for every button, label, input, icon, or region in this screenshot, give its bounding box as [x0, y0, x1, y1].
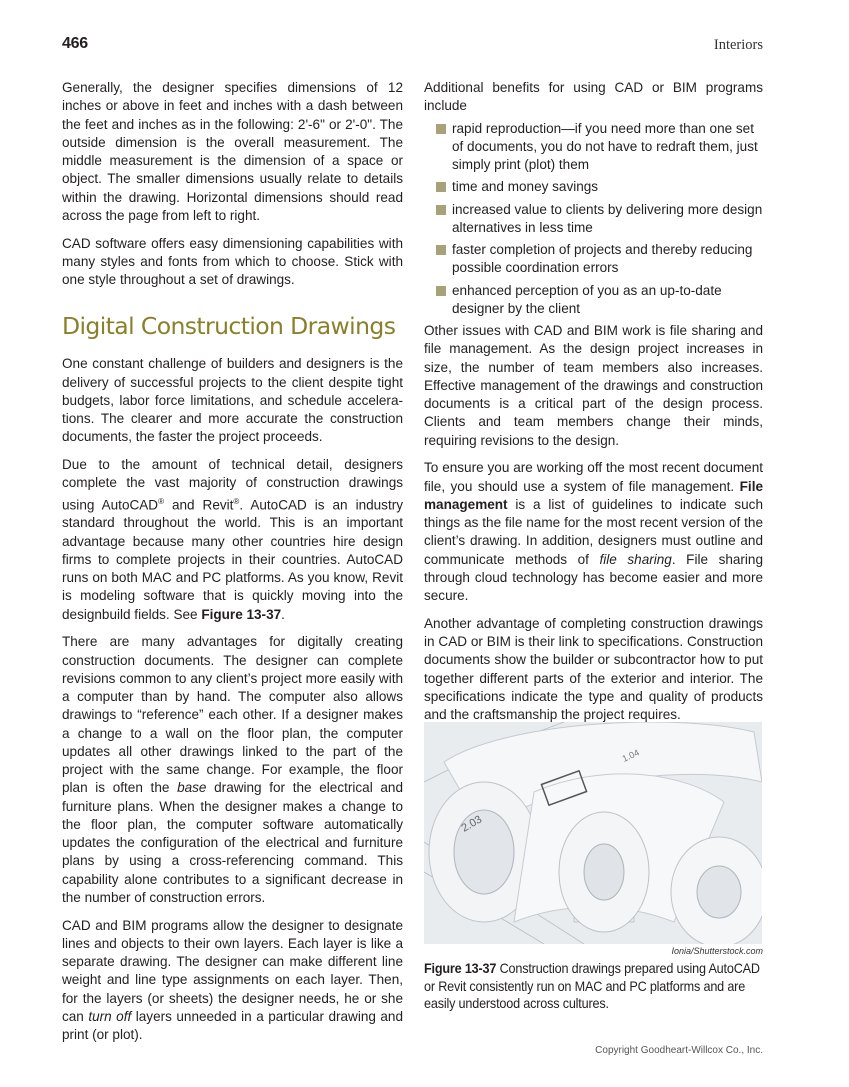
text: Due to the amount of technical detail, designers complete the vast majority of construction drawings using AutoCAD: [62, 457, 403, 513]
benefits-list: [424, 120, 763, 319]
right-column: [424, 79, 763, 734]
text: layers unneeded in a particular drawing and print (or plot).: [62, 1008, 403, 1043]
drawing-label: 1.04: [620, 747, 641, 764]
text: and Revit: [164, 497, 234, 513]
list-item-text: faster completion of projects and thereby reducing possible coordination errors: [452, 242, 753, 276]
rolled-blueprints-illustration: [424, 722, 762, 944]
section-heading: Digital Construction Drawings: [62, 312, 396, 341]
figure-reference: Figure 13-37: [201, 606, 282, 622]
drawing-label: 2.03: [459, 813, 485, 835]
text: CAD and BIM programs allow the designer to designate lines and objects to their own layers. Each layer is like a separate drawing. The designer can make different line weight and line type assignments on each layer. Then, for the layers (or sheets) the designer needs, he or she can: [62, 917, 403, 1024]
list-item-text: enhanced perception of you as an up-to-date designer by the client: [452, 282, 722, 316]
caption-text: Construction drawings prepared using AutoCAD or Revit consistently run on MAC and PC platforms and are easily understood across cultures.: [424, 961, 760, 1011]
paragraph: One constant challenge of builders and designers is the delivery of successful projects to the client despite tight budgets, labor force limitations, and schedule accelerations. The clearer and more accurate the construction documents, the faster the project proceeds.: [62, 356, 403, 445]
emphasis: turn off: [88, 1008, 132, 1024]
list-item-text: time and money savings: [452, 179, 599, 195]
paragraph: [62, 917, 403, 1045]
list-item: [424, 178, 763, 196]
text: is a list of guidelines to indicate such things as the file name for the most recent version of the client’s drawing. In addition, designers must outline and communicate methods of: [424, 496, 763, 567]
text: There are many advantages for digitally creating construction documents. The designer can complete revisions common to any client’s project more easily with a computer than by hand. The computer also allows drawings to “reference” each other. If a designer makes a change to a wall on the floor plan, the computer updates all other drawings linked to the part of the project with the same change. For example, the floor plan is often the: [62, 634, 403, 796]
list-item-text: rapid reproduction—if you need more than one set of documents, you do not have to redraft them, just simply print (plot) them: [452, 120, 758, 172]
copyright-footer: Copyright Goodheart-Willcox Co., Inc.: [595, 1045, 763, 1056]
paragraph: Another advantage of completing construction drawings in CAD or BIM is their link to specifications. Construction documents show the builder or subcontractor how to put together different parts of the exterior and interior. The specifications indicate the type and quality of products and the craftsmanship the project requires.: [424, 615, 763, 722]
text: drawing for the electrical and furniture plans. When the designer makes a change to the floor plan, the computer software automatically updates the configuration of the electrical and furniture plans by using a cross-referencing command. This capability alone contributes to a significant decrease in the number of construction errors.: [62, 780, 403, 905]
list-item: [424, 241, 763, 278]
registered-mark: ®: [158, 496, 164, 506]
paragraph: [62, 456, 403, 624]
list-item: [424, 120, 763, 175]
key-term: File management: [424, 478, 763, 512]
paragraph: Other issues with CAD and BIM work is file sharing and file management. As the design project increases in size, the number of team members also increases. Effective management of the drawings and construction documents is a critical part of the design process. Clients and team members change their minds, requiring revisions to the design.: [424, 323, 763, 448]
square-bullet-icon: [436, 124, 446, 134]
running-head: Interiors: [713, 37, 763, 53]
figure-image-blueprints: [424, 722, 762, 944]
square-bullet-icon: [436, 245, 446, 255]
square-bullet-icon: [436, 205, 446, 215]
paragraph: Generally, the designer specifies dimensions of 12 inches or above in feet and inches with a dash between the feet and inches as in the following: 2'-6" or 2'-0". The outside dimension is the overall measurement. The middle measurement is the dimension of a space or object. The smaller dimensions usually relate to details within the drawing. Horizontal dimensions should read across the page from left to right.: [62, 80, 403, 223]
figure-label: Figure 13-37: [424, 961, 497, 976]
emphasis: base: [177, 780, 207, 796]
list-item: [424, 282, 763, 319]
emphasis: file sharing: [599, 551, 672, 567]
text: To ensure you are working off the most recent document file, you should use a system of file management.: [424, 460, 763, 494]
text: . File sharing through cloud technology has become easier and more secure.: [424, 551, 763, 603]
text: .: [281, 606, 285, 622]
paragraph: [424, 459, 763, 605]
list-item-text: increased value to clients by delivering more design alternatives in less time: [452, 201, 763, 235]
registered-mark: ®: [233, 496, 240, 506]
paragraph: Additional benefits for using CAD or BIM programs include: [424, 80, 763, 114]
square-bullet-icon: [436, 182, 446, 192]
image-credit: Ionia/Shutterstock.com: [671, 946, 763, 956]
paragraph: CAD software offers easy dimensioning capabilities with many styles and fonts from which to choose. Stick with one style throughout a set of drawings.: [62, 235, 403, 287]
square-bullet-icon: [436, 286, 446, 296]
list-item: [424, 201, 763, 238]
left-column: [62, 79, 403, 1054]
figure-caption: [424, 960, 770, 1013]
text: . AutoCAD is an industry standard throughout the world. This is an important advantage because many other countries hire design firms to complete projects in their countries. AutoCAD runs on both MAC and PC platforms. As you know, Revit is modeling software that is quickly moving into the designbuild fields. See: [62, 497, 404, 622]
page-number: 466: [62, 35, 88, 52]
paragraph: [62, 633, 403, 907]
